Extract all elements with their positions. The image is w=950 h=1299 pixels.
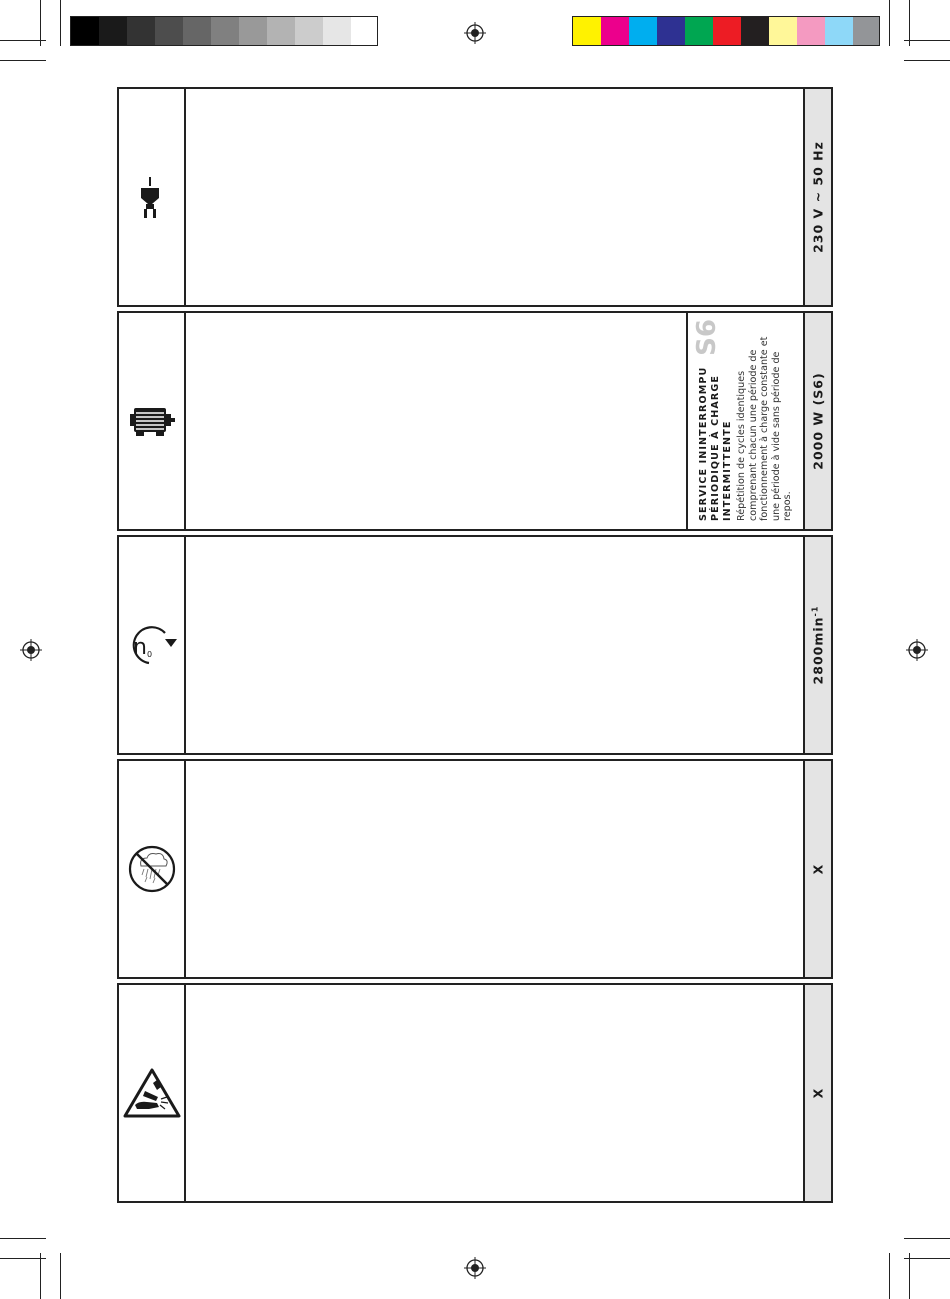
value-cell xyxy=(803,537,831,753)
gray-swatch xyxy=(323,17,351,45)
no-load-speed-icon xyxy=(125,623,179,667)
registration-mark-icon xyxy=(20,639,42,661)
hand-cut-warning-icon xyxy=(123,1067,181,1119)
value-cell xyxy=(803,313,831,529)
icon-cell xyxy=(119,985,186,1201)
duty-cycle-code: S6 xyxy=(692,319,722,356)
value-cell xyxy=(803,761,831,977)
gray-swatch xyxy=(295,17,323,45)
registration-mark-icon xyxy=(906,639,928,661)
duty-cycle-description xyxy=(686,313,804,529)
registration-mark-icon xyxy=(464,1257,486,1279)
spec-row-power xyxy=(117,311,833,531)
duty-cycle-title: SERVICE ININTERROMPU PÉRIODIQUE À CHARGE INTERMITTENTE xyxy=(698,366,733,521)
icon-cell xyxy=(119,89,186,305)
plug-icon xyxy=(137,174,167,220)
gray-swatch xyxy=(239,17,267,45)
rain-value: X xyxy=(810,863,826,875)
gray-swatch xyxy=(99,17,127,45)
hand-warning-value: X xyxy=(810,1087,826,1099)
motor-icon xyxy=(128,404,176,438)
voltage-value: 230 V ~ 50 Hz xyxy=(810,141,826,253)
gray-swatch xyxy=(351,17,377,45)
value-cell xyxy=(803,89,831,305)
gray-swatch xyxy=(183,17,211,45)
color-swatch xyxy=(713,17,741,45)
icon-cell xyxy=(119,313,186,529)
gray-swatch xyxy=(211,17,239,45)
icon-cell xyxy=(119,537,186,753)
svg-text:n: n xyxy=(132,635,147,660)
no-rain-icon xyxy=(127,844,177,894)
color-swatch xyxy=(825,17,853,45)
value-cell xyxy=(803,985,831,1201)
spec-row-hand-warning xyxy=(117,983,833,1203)
spec-row-speed xyxy=(117,535,833,755)
color-swatch xyxy=(741,17,769,45)
color-swatch xyxy=(797,17,825,45)
gray-swatch xyxy=(155,17,183,45)
color-swatch xyxy=(685,17,713,45)
color-swatch xyxy=(629,17,657,45)
duty-cycle-body: Répétition de cycles identiques comprenant chacun une période de fonctionnement à charge constante et une période à vide sans période de repos. xyxy=(736,336,793,521)
color-swatch xyxy=(601,17,629,45)
color-swatch xyxy=(853,17,879,45)
duty-cycle-description-text xyxy=(692,313,804,527)
gray-swatch xyxy=(127,17,155,45)
spec-row-rain xyxy=(117,759,833,979)
power-value: 2000 W (S6) xyxy=(810,372,826,470)
speed-value: $2800\min^{-1}$ xyxy=(810,605,826,685)
color-swatch xyxy=(657,17,685,45)
gray-swatch xyxy=(267,17,295,45)
registration-mark-icon xyxy=(464,22,486,44)
gray-swatch xyxy=(71,17,99,45)
icon-cell xyxy=(119,761,186,977)
color-swatch xyxy=(769,17,797,45)
svg-text:0: 0 xyxy=(146,650,152,659)
color-swatch xyxy=(573,17,601,45)
spec-row-voltage xyxy=(117,87,833,307)
